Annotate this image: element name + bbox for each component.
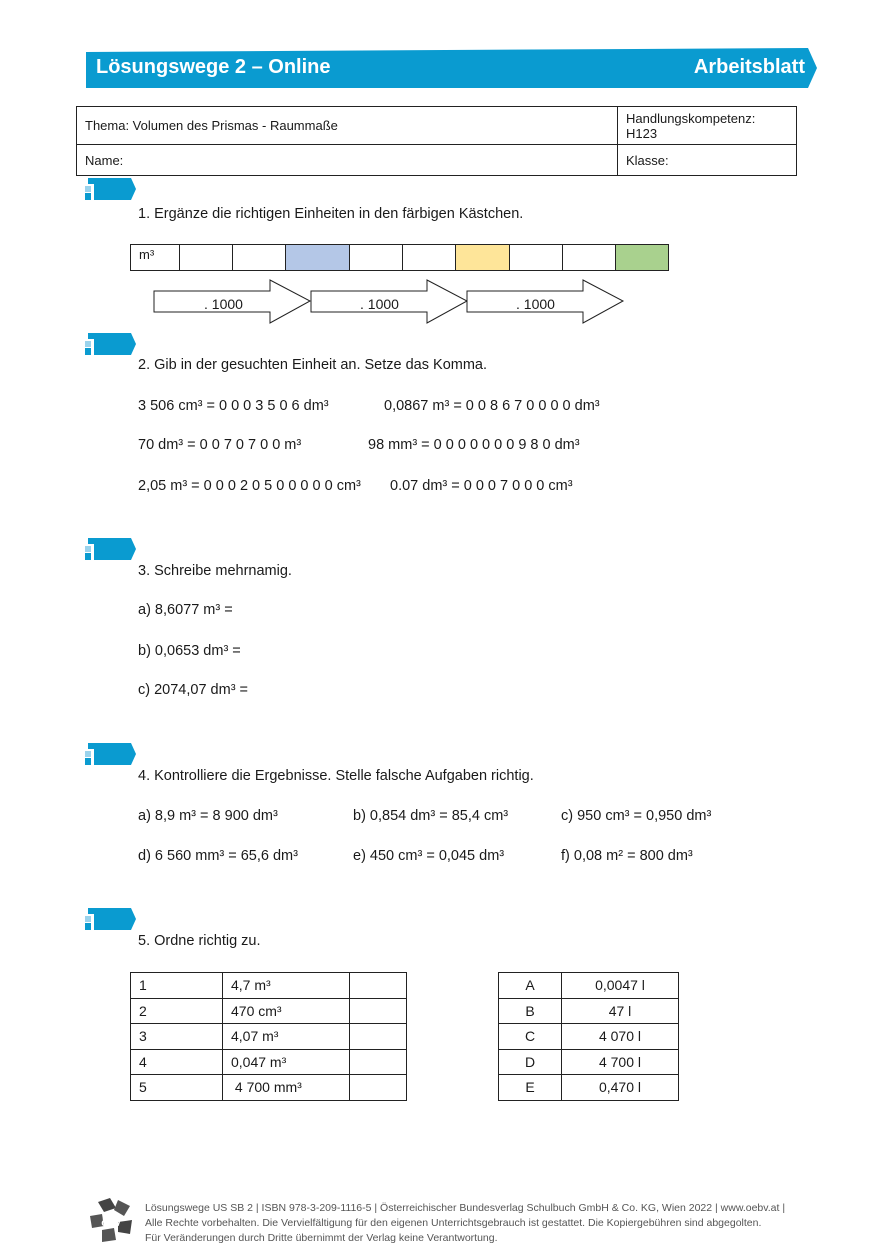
row-value: 47 l <box>562 998 679 1024</box>
unit-cell-blue[interactable] <box>286 244 350 271</box>
section-marker-icon <box>85 538 137 560</box>
arrow-label: . 1000 <box>204 296 243 312</box>
section-marker-icon <box>85 743 137 765</box>
unit-cell-blank[interactable] <box>233 244 286 271</box>
row-number: 5 <box>131 1075 223 1101</box>
header-doc-type: Arbeitsblatt <box>693 56 805 78</box>
table-row <box>499 1075 679 1101</box>
match-table-right <box>498 972 679 1101</box>
task2-title: 2. Gib in der gesuchten Einheit an. Setze das Komma. <box>138 357 488 373</box>
competence-cell <box>618 107 797 145</box>
row-value: 0,0047 l <box>562 973 679 999</box>
row-number: 3 <box>131 1024 223 1050</box>
class-cell[interactable]: Klasse: <box>618 145 797 176</box>
table-row <box>131 1049 407 1075</box>
arrow-label: . 1000 <box>360 296 399 312</box>
footer-line: Für Veränderungen durch Dritte übernimmt der Verlag keine Verantwortung. <box>145 1232 498 1244</box>
table-row <box>131 1075 407 1101</box>
section-marker-icon <box>85 178 137 200</box>
table-row <box>499 1024 679 1050</box>
unit-cell-blank[interactable] <box>510 244 563 271</box>
topic-cell: Thema: Volumen des Prismas - Raummaße <box>77 107 618 145</box>
row-value: 4,07 m³ <box>223 1024 350 1050</box>
task2-item: 98 mm³ = 0 0 0 0 0 0 0 9 8 0 dm³ <box>368 437 580 453</box>
footer-line: Lösungswege US SB 2 | ISBN 978-3-209-1116-5 | Österreichischer Bundesverlag Schulbuch GmbH & Co. KG, Wien 2022 | www.oebv.at | <box>145 1202 786 1214</box>
task4-item: a) 8,9 m³ = 8 900 dm³ <box>138 808 278 824</box>
table-row <box>499 998 679 1024</box>
task3-title: 3. Schreibe mehrnamig. <box>138 563 292 579</box>
unit-cell-green[interactable] <box>616 244 669 271</box>
row-number: 2 <box>131 998 223 1024</box>
competence-label: Handlungskompetenz: <box>626 110 756 126</box>
task4-title: 4. Kontrolliere die Ergebnisse. Stelle falsche Aufgaben richtig. <box>138 768 534 784</box>
info-table <box>76 106 797 176</box>
unit-cell-blank[interactable] <box>403 244 456 271</box>
unit-cell-blank[interactable] <box>350 244 403 271</box>
row-value: 470 cm³ <box>223 998 350 1024</box>
answer-cell[interactable] <box>350 1075 407 1101</box>
footer-text <box>145 1201 785 1246</box>
task2-item: 0.07 dm³ = 0 0 0 7 0 0 0 cm³ <box>390 478 573 494</box>
task5-title: 5. Ordne richtig zu. <box>138 933 261 949</box>
table-row <box>499 973 679 999</box>
answer-cell[interactable] <box>350 998 407 1024</box>
unit-cell-blank[interactable] <box>563 244 616 271</box>
task4-item: d) 6 560 mm³ = 65,6 dm³ <box>138 848 298 864</box>
answer-cell[interactable] <box>350 1049 407 1075</box>
table-row <box>131 1024 407 1050</box>
task2-item: 2,05 m³ = 0 0 0 2 0 5 0 0 0 0 0 cm³ <box>138 478 361 494</box>
task3-item: b) 0,0653 dm³ = <box>138 643 241 659</box>
task4-item: c) 950 cm³ = 0,950 dm³ <box>561 808 712 824</box>
task2-item: 70 dm³ = 0 0 7 0 7 0 0 m³ <box>138 437 302 453</box>
row-number: 1 <box>131 973 223 999</box>
publisher-logo-icon <box>88 1198 134 1242</box>
row-value: 4 070 l <box>562 1024 679 1050</box>
task4-item: f) 0,08 m² = 800 dm³ <box>561 848 693 864</box>
row-value: 4,7 m³ <box>223 973 350 999</box>
task4-item: b) 0,854 dm³ = 85,4 cm³ <box>353 808 509 824</box>
task2-item: 3 506 cm³ = 0 0 0 3 5 0 6 dm³ <box>138 398 329 414</box>
task4-item: e) 450 cm³ = 0,045 dm³ <box>353 848 505 864</box>
row-letter: E <box>499 1075 562 1101</box>
table-row <box>131 973 407 999</box>
logo-text: öbv <box>101 1217 121 1229</box>
unit-row <box>130 244 669 271</box>
answer-cell[interactable] <box>350 973 407 999</box>
task1-title: 1. Ergänze die richtigen Einheiten in den färbigen Kästchen. <box>138 206 524 222</box>
section-marker-icon <box>85 908 137 930</box>
section-marker-icon <box>85 333 137 355</box>
competence-value: H123 <box>626 125 658 141</box>
arrow-label: . 1000 <box>516 296 555 312</box>
row-value: 0,470 l <box>562 1075 679 1101</box>
name-cell[interactable]: Name: <box>77 145 618 176</box>
row-letter: D <box>499 1049 562 1075</box>
row-letter: B <box>499 998 562 1024</box>
header-title: Lösungswege 2 – Online <box>96 56 331 78</box>
row-value: 0,047 m³ <box>223 1049 350 1075</box>
match-table-left <box>130 972 407 1101</box>
row-value: 4 700 mm³ <box>223 1075 350 1101</box>
answer-cell[interactable] <box>350 1024 407 1050</box>
table-row <box>131 998 407 1024</box>
footer-line: Alle Rechte vorbehalten. Die Vervielfältigung für den eigenen Unterrichtsgebrauch ist gestattet. Die Kopiergebühren sind abgegolten. <box>145 1217 762 1229</box>
unit-cell-yellow[interactable] <box>456 244 510 271</box>
task3-item: c) 2074,07 dm³ = <box>138 682 249 698</box>
task2-item: 0,0867 m³ = 0 0 8 6 7 0 0 0 0 dm³ <box>384 398 600 414</box>
table-row <box>499 1049 679 1075</box>
row-value: 4 700 l <box>562 1049 679 1075</box>
unit-cell-blank[interactable] <box>180 244 233 271</box>
unit-cell-m3: m³ <box>130 244 180 271</box>
row-letter: A <box>499 973 562 999</box>
task3-item: a) 8,6077 m³ = <box>138 602 233 618</box>
row-letter: C <box>499 1024 562 1050</box>
row-number: 4 <box>131 1049 223 1075</box>
header-banner <box>86 48 817 88</box>
